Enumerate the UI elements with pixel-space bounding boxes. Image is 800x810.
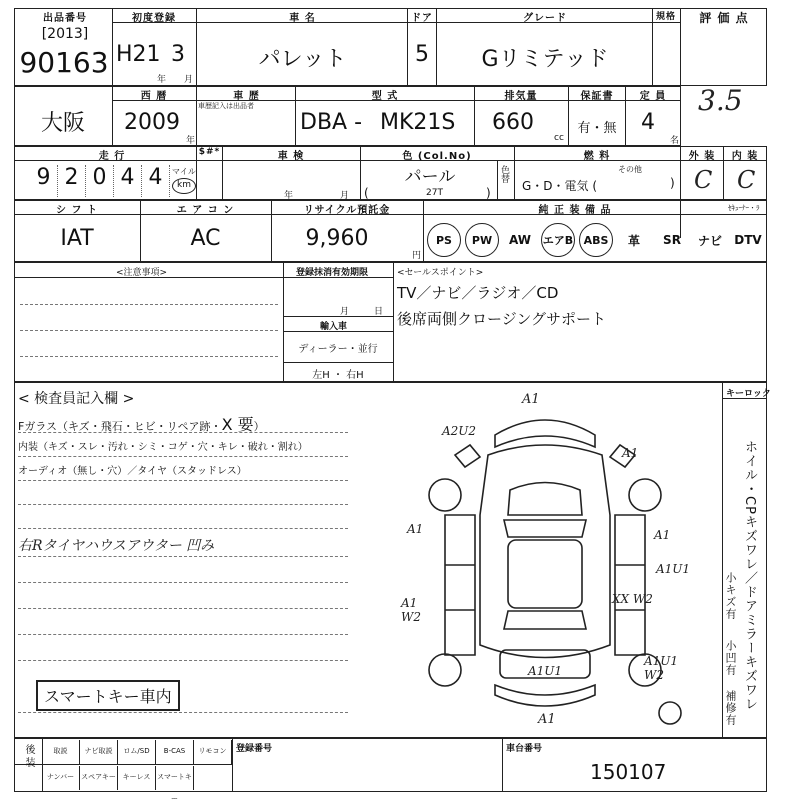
equipment-item <box>691 220 729 260</box>
left-side-shape <box>445 515 475 655</box>
footer-item: ロム/SD <box>118 740 156 764</box>
displacement-label: 排気量 <box>504 91 538 102</box>
mileage-digit: 4 <box>114 165 142 197</box>
ac: AC <box>190 226 221 251</box>
wheel-front-right <box>629 479 661 511</box>
inspection-month-unit: 月 <box>340 191 350 201</box>
color-code-bracket-open: ( <box>364 186 369 200</box>
mirror-left <box>455 445 480 467</box>
shift: IAT <box>60 226 94 251</box>
mark-front-left: A2U2 <box>442 424 477 438</box>
equipment-label: エアB <box>541 223 575 257</box>
mark-right-mid-1: A1 <box>654 528 671 542</box>
displacement-unit: cc <box>554 133 564 143</box>
side-note-1: ホイル・CPキズワレ／ドアミラーキズワレ <box>742 440 757 711</box>
region: 大阪 <box>40 111 85 136</box>
model-prefix: DBA - <box>300 110 363 135</box>
warranty-label: 保証書 <box>580 91 614 102</box>
tuner-label: ｾｷｭｰﾅｰ・ﾗ <box>728 204 760 212</box>
reg-expiry-label: 登録抹消有効期限 <box>296 268 369 278</box>
windshield-shape <box>504 520 586 537</box>
model-label: 型 式 <box>371 91 399 102</box>
doors-label: ドア <box>411 13 433 24</box>
mark-right-rear: XX W2 <box>612 592 653 606</box>
hood-shape <box>508 483 582 516</box>
ac-label: エ ア コ ン <box>176 205 235 216</box>
sales-line-1: TV／ナビ／ラジオ／CD <box>397 284 559 302</box>
import-value: ディーラー・並行 <box>298 344 378 355</box>
equipment-label: PS <box>427 223 461 257</box>
equipment-label: PW <box>465 223 499 257</box>
mark-top: A1 <box>522 392 540 407</box>
equipment-label: AW <box>509 233 531 247</box>
footer-item: B-CAS <box>156 740 194 764</box>
mileage-digit: 9 <box>30 165 58 197</box>
mileage-digit: 2 <box>58 165 86 197</box>
score: 3.5 <box>698 84 743 117</box>
warranty: 有・無 <box>577 121 617 136</box>
equipment-label: ナビ <box>697 233 722 248</box>
first-reg-era: H21 <box>116 42 161 67</box>
repair-label: $#* <box>198 147 221 157</box>
first-reg-month: 3 <box>171 42 185 67</box>
mileage-digits <box>30 165 170 197</box>
fuel-bracket-close: ) <box>670 176 675 190</box>
footer-item: キーレス <box>118 766 156 790</box>
mark-bottom: A1 <box>538 712 556 727</box>
equipment-item <box>729 220 767 260</box>
fuel-label: 燃 料 <box>583 151 611 162</box>
displacement: 660 <box>492 110 534 135</box>
recycle-unit: 円 <box>412 251 422 261</box>
notes-block <box>14 262 767 382</box>
side-note-4: 補修有 <box>724 690 737 726</box>
color-code-bracket-close: ) <box>486 186 491 200</box>
footer-items-row-1 <box>42 740 232 764</box>
equipment-label: SR <box>663 233 681 247</box>
mark-rear-bumper: A1U1 <box>528 664 563 678</box>
wheel-front-left <box>429 479 461 511</box>
model-year: 2009 <box>124 110 180 135</box>
car-name-label: 車 名 <box>289 13 316 24</box>
steering: 左H ・ 右H <box>312 370 364 381</box>
rear-window-shape <box>504 611 586 629</box>
windshield-mark: X 要 <box>221 415 254 434</box>
grade-label: グレード <box>523 13 567 24</box>
audio-line: オーディオ（無し・穴）／タイヤ（スタッドレス） <box>18 466 247 477</box>
lot-label: 出品番号 <box>43 13 87 24</box>
smart-key-stamp: スマートキー車内 <box>36 680 180 711</box>
equipment-item <box>463 220 501 260</box>
inspection-label: 車 検 <box>277 151 305 162</box>
grade: Gリミテッド <box>481 47 609 72</box>
exterior-label: 外 装 <box>688 151 716 162</box>
windshield-close: ） <box>253 420 265 433</box>
footer-item: スペアキー <box>80 766 118 790</box>
exterior-grade: C <box>694 166 713 194</box>
wheel-rear-left <box>429 654 461 686</box>
mileage-label: 走 行 <box>98 151 126 162</box>
interior-label: 内 装 <box>731 151 759 162</box>
capacity-label: 定 員 <box>639 91 667 102</box>
sales-line-2: 後席両側クロージングサポート <box>397 310 607 328</box>
equipment-label: 革 <box>627 233 640 248</box>
body-outline <box>480 445 610 658</box>
rear-bumper-shape <box>495 685 595 706</box>
mark-left-rear: A1 W2 <box>401 596 421 624</box>
equipment-label: DTV <box>734 233 762 247</box>
equipment-list <box>425 220 767 260</box>
equipment-item <box>501 220 539 260</box>
color: パール <box>404 167 456 187</box>
equipment-label: ABS <box>579 223 613 257</box>
doors: 5 <box>415 42 429 67</box>
month-unit: 月 <box>184 75 194 85</box>
interior-line: 内装（キズ・スレ・汚れ・シミ・コゲ・穴・キレ・破れ・割れ） <box>18 442 308 453</box>
capacity-unit: 名 <box>670 136 680 146</box>
year-unit: 年 <box>157 75 167 85</box>
color-code: 27T <box>426 188 443 198</box>
side-note-2: 小キズ有 <box>724 572 737 620</box>
side-note-3: 小凹有 <box>724 640 737 676</box>
equipment-item <box>653 220 691 260</box>
handwritten-note: 右Rタイヤハウスアウター 凹み <box>18 538 215 554</box>
footer-item: スマートキー <box>156 766 194 790</box>
fuel: G・D・電気 ( <box>522 179 598 193</box>
chassis-number: 150107 <box>590 760 667 784</box>
mileage-unit-mile: マイル <box>172 167 196 176</box>
capacity: 4 <box>641 110 655 135</box>
import-label: 輸入車 <box>320 322 348 332</box>
right-side-shape <box>615 515 645 655</box>
footer-item: ナンバー <box>42 766 80 790</box>
reg-month: 月 <box>340 307 350 317</box>
equipment-item <box>539 220 577 260</box>
footer-item: ナビ取説 <box>80 740 118 764</box>
footer-item: 取説 <box>42 740 80 764</box>
color-label: 色 (Col.No) <box>402 151 472 162</box>
car-name: パレット <box>258 47 347 72</box>
mark-right-mid-2: A1U1 <box>656 562 691 576</box>
mark-rear-right: A1U1 W2 <box>644 654 679 682</box>
lot-number: 90163 <box>19 46 109 79</box>
recycle-label: リサイクル預託金 <box>303 205 391 216</box>
spare-tire <box>659 702 681 724</box>
inspector-label: < 検査員記入欄 > <box>18 391 135 407</box>
mark-left-mid: A1 <box>407 522 424 536</box>
fuel-other: その他 <box>618 165 642 174</box>
model-code: MK21S <box>380 110 456 135</box>
reg-day: 日 <box>374 307 384 317</box>
equipment-label: 純 正 装 備 品 <box>538 205 612 216</box>
caution-label: <注意事項> <box>116 268 168 278</box>
chassis-label: 車台番号 <box>506 744 543 754</box>
shaken-label: 規格 <box>655 12 676 22</box>
windshield-text: Fガラス（キズ・飛石・ヒビ・リペア跡・ <box>18 420 222 433</box>
after-label: 後 装 <box>23 744 34 768</box>
keylock-label: キーロック <box>726 389 771 399</box>
equipment-item <box>577 220 615 260</box>
color-change-label: 色替 <box>499 165 509 183</box>
history-label: 車 歴 <box>233 91 260 102</box>
mileage-unit-km: km <box>172 178 196 194</box>
roof-shape <box>508 540 582 608</box>
mileage-digit: 4 <box>142 165 170 197</box>
recycle: 9,960 <box>305 226 369 251</box>
score-label: 評 価 点 <box>699 11 749 25</box>
reg-no-label: 登録番号 <box>236 744 273 754</box>
first-reg-label: 初度登録 <box>132 13 176 24</box>
equipment-item <box>615 220 653 260</box>
inspection-year-unit: 年 <box>284 191 294 201</box>
model-year-unit: 年 <box>186 136 196 146</box>
shift-label: シ フ ト <box>56 205 98 216</box>
footer-items-row-2 <box>42 766 232 803</box>
mark-front-right: A1 <box>622 446 639 460</box>
sales-label: <セールスポイント> <box>397 268 484 278</box>
equipment-item <box>425 220 463 260</box>
year-label: 西 暦 <box>140 91 168 102</box>
front-bumper-shape <box>495 420 595 447</box>
interior-grade: C <box>737 166 756 194</box>
history-note: 車歴記入は出品者 <box>198 102 254 110</box>
footer-item: リモコン <box>194 740 232 764</box>
mileage-digit: 0 <box>86 165 114 197</box>
year-bracket: [2013] <box>41 26 89 42</box>
